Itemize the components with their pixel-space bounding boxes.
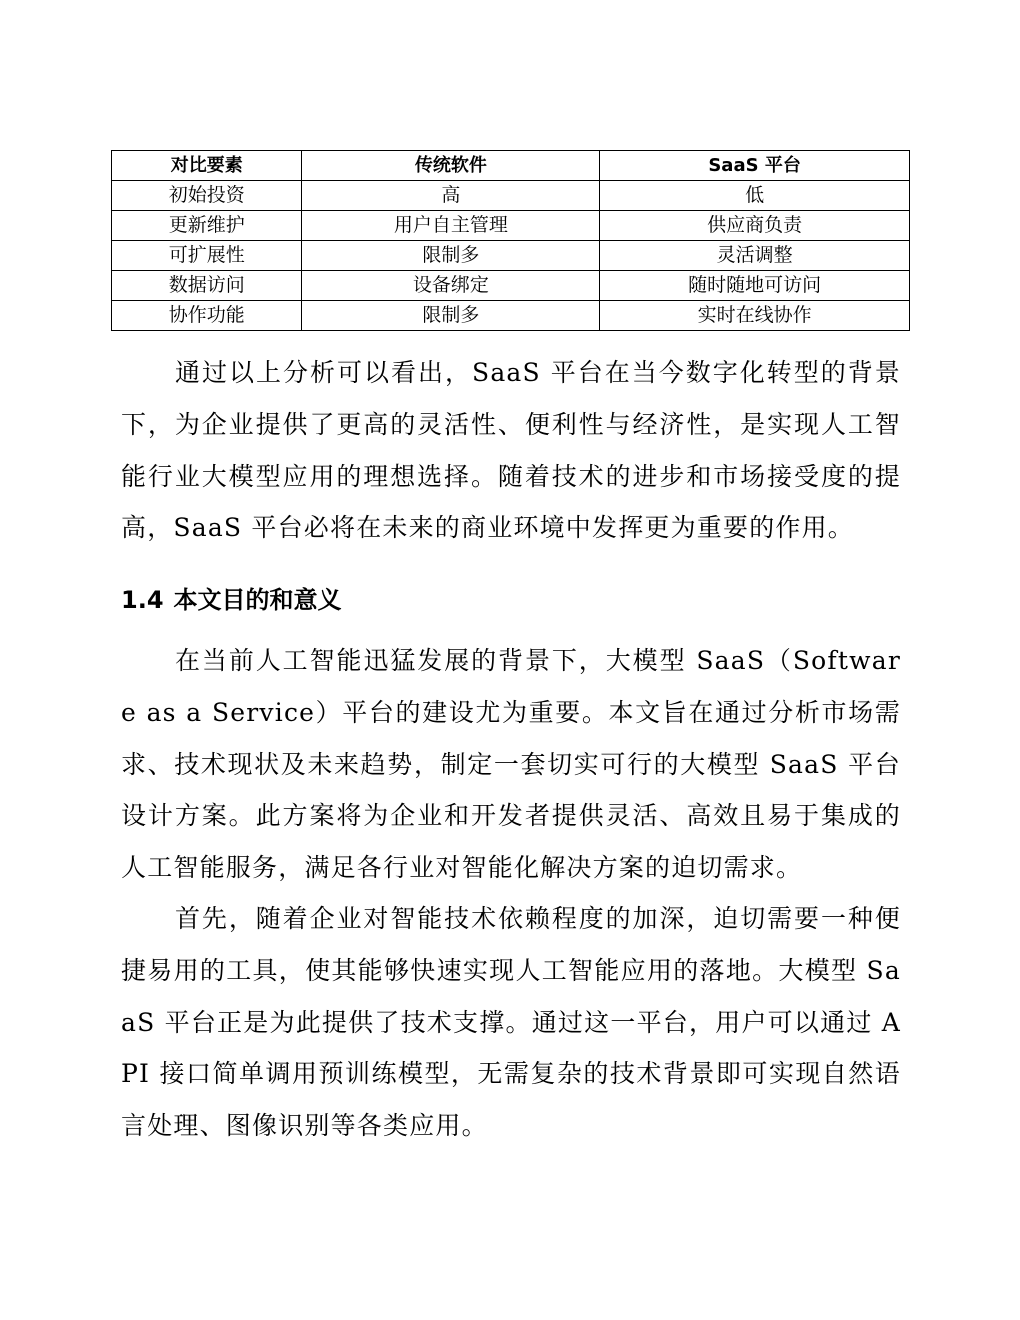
table-row <box>112 271 910 301</box>
table-header-cell: SaaS 平台 <box>600 151 910 181</box>
table-cell: 可扩展性 <box>112 241 302 271</box>
body-paragraph: 通过以上分析可以看出，SaaS 平台在当今数字化转型的背景下，为企业提供了更高的灵活性、便利性与经济性，是实现人工智能行业大模型应用的理想选择。随着技术的进步和市场接受度的提高，SaaS 平台必将在未来的商业环境中发挥更为重要的作用。 <box>121 358 901 543</box>
section-number: 1.4 <box>121 586 164 614</box>
table-cell: 高 <box>302 181 600 211</box>
table-cell: 初始投资 <box>112 181 302 211</box>
table-row <box>112 241 910 271</box>
table-cell: 用户自主管理 <box>302 211 600 241</box>
table-cell: 随时随地可访问 <box>600 271 910 301</box>
table-row <box>112 181 910 211</box>
table-cell: 实时在线协作 <box>600 301 910 331</box>
table-cell: 协作功能 <box>112 301 302 331</box>
table-header-cell: 传统软件 <box>302 151 600 181</box>
table-cell: 灵活调整 <box>600 241 910 271</box>
table-cell: 供应商负责 <box>600 211 910 241</box>
table-row <box>112 301 910 331</box>
section-title: 本文目的和意义 <box>173 586 342 614</box>
table-header-row <box>112 151 910 181</box>
table-header-cell: 对比要素 <box>112 151 302 181</box>
section-heading <box>121 582 342 618</box>
table-cell: 设备绑定 <box>302 271 600 301</box>
body-paragraph: 首先，随着企业对智能技术依赖程度的加深，迫切需要一种便捷易用的工具，使其能够快速实现人工智能应用的落地。大模型 SaaS 平台正是为此提供了技术支撑。通过这一平台，用户可以通过 API 接口简单调用预训练模型，无需复杂的技术背景即可实现自然语言处理、图像识别等各类应用。 <box>121 904 901 1141</box>
body-paragraph: 在当前人工智能迅猛发展的背景下，大模型 SaaS（Software as a Service）平台的建设尤为重要。本文旨在通过分析市场需求、技术现状及未来趋势，制定一套切实可行的大模型 SaaS 平台设计方案。此方案将为企业和开发者提供灵活、高效且易于集成的人工智能服务，满足各行业对智能化解决方案的迫切需求。 <box>121 646 901 883</box>
table-cell: 限制多 <box>302 301 600 331</box>
table-cell: 限制多 <box>302 241 600 271</box>
comparison-table <box>111 150 910 331</box>
table-cell: 低 <box>600 181 910 211</box>
table-row <box>112 211 910 241</box>
table-cell: 更新维护 <box>112 211 302 241</box>
table-cell: 数据访问 <box>112 271 302 301</box>
